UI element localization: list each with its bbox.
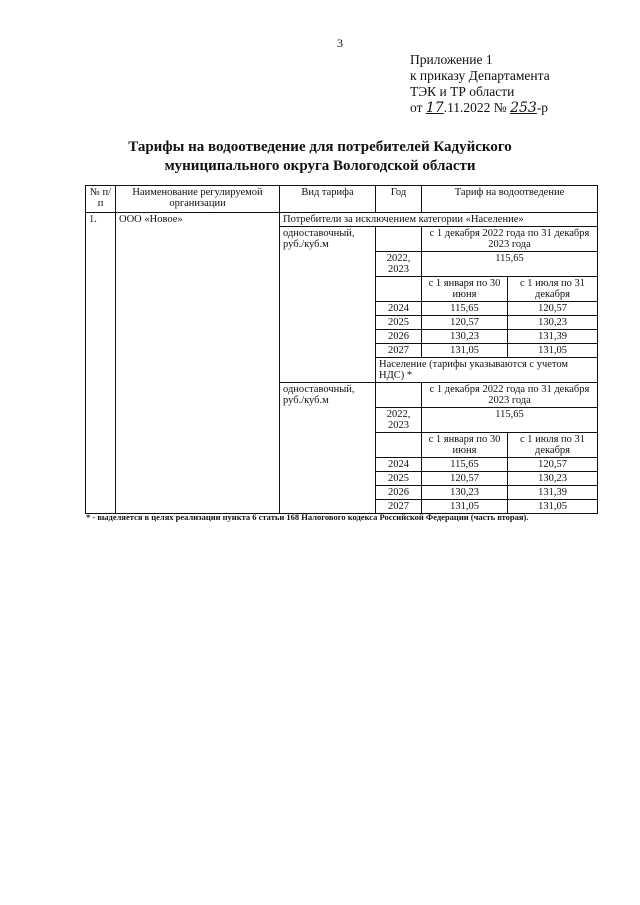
year-cell: 2026 [376, 330, 422, 344]
value-cell: 120,57 [422, 316, 508, 330]
year-cell: 2025 [376, 472, 422, 486]
year-cell: 2025 [376, 316, 422, 330]
date-prefix: от [410, 100, 426, 115]
year-cell: 2022, 2023 [376, 408, 422, 433]
tariff-type: одноставочный, руб./куб.м [280, 383, 376, 514]
half1-header: с 1 января по 30 июня [422, 433, 508, 458]
empty-cell [376, 227, 422, 252]
row-number: 1. [86, 213, 116, 514]
header-num: № п/п [86, 186, 116, 213]
half1-header: с 1 января по 30 июня [422, 277, 508, 302]
footnote: * - выделяется в целях реализации пункта 6 статьи 168 Налогового кодекса Российской Федерации (часть вторая). [86, 512, 529, 522]
value-cell: 131,05 [422, 344, 508, 358]
value-cell: 115,65 [422, 408, 598, 433]
value-cell: 115,65 [422, 302, 508, 316]
year-cell: 2027 [376, 344, 422, 358]
title-line-1: Тарифы на водоотведение для потребителей Кадуйского [128, 139, 512, 155]
half2-header: с 1 июля по 31 декабря [508, 433, 598, 458]
half2-header: с 1 июля по 31 декабря [508, 277, 598, 302]
annex-block [410, 52, 550, 116]
value-cell: 130,23 [508, 472, 598, 486]
year-cell: 2024 [376, 458, 422, 472]
organization-name: ООО «Новое» [116, 213, 280, 514]
year-cell: 2022, 2023 [376, 252, 422, 277]
value-cell: 120,57 [508, 458, 598, 472]
order-suffix: -р [536, 100, 549, 115]
year-cell: 2026 [376, 486, 422, 500]
tariff-table [85, 185, 598, 514]
section-caption: Потребители за исключением категории «Население» [280, 213, 598, 227]
empty-cell [376, 383, 422, 408]
date-day-handwritten: 17 [425, 100, 444, 116]
header-type: Вид тарифа [280, 186, 376, 213]
table-row [86, 213, 598, 227]
title-line-2: муниципального округа Вологодской области [164, 158, 476, 174]
value-cell: 130,23 [508, 316, 598, 330]
page-number: 3 [337, 36, 343, 50]
empty-cell [376, 433, 422, 458]
empty-cell [376, 277, 422, 302]
order-number-handwritten: 253 [510, 100, 537, 116]
value-cell: 131,05 [422, 500, 508, 514]
value-cell: 131,39 [508, 330, 598, 344]
year-cell: 2024 [376, 302, 422, 316]
value-cell: 115,65 [422, 252, 598, 277]
value-cell: 130,23 [422, 486, 508, 500]
period-full: с 1 декабря 2022 года по 31 декабря 2023 года [422, 383, 598, 408]
annex-line-1: Приложение 1 [410, 52, 493, 67]
value-cell: 131,05 [508, 344, 598, 358]
period-full: с 1 декабря 2022 года по 31 декабря 2023 года [422, 227, 598, 252]
document-title [100, 138, 540, 176]
value-cell: 130,23 [422, 330, 508, 344]
section-caption: Население (тарифы указываются с учетом НДС) * [376, 358, 598, 383]
header-year: Год [376, 186, 422, 213]
annex-line-2: к приказу Департамента [410, 68, 550, 83]
date-rest: .11.2022 № [443, 100, 511, 115]
annex-date-line [410, 100, 550, 116]
value-cell: 115,65 [422, 458, 508, 472]
value-cell: 120,57 [422, 472, 508, 486]
header-tariff: Тариф на водоотведение [422, 186, 598, 213]
annex-line-3: ТЭК и ТР области [410, 84, 515, 99]
value-cell: 120,57 [508, 302, 598, 316]
table-header-row [86, 186, 598, 213]
value-cell: 131,39 [508, 486, 598, 500]
header-org: Наименование регулируемой организации [116, 186, 280, 213]
year-cell: 2027 [376, 500, 422, 514]
tariff-type: одноставочный, руб./куб.м [280, 227, 376, 383]
value-cell: 131,05 [508, 500, 598, 514]
